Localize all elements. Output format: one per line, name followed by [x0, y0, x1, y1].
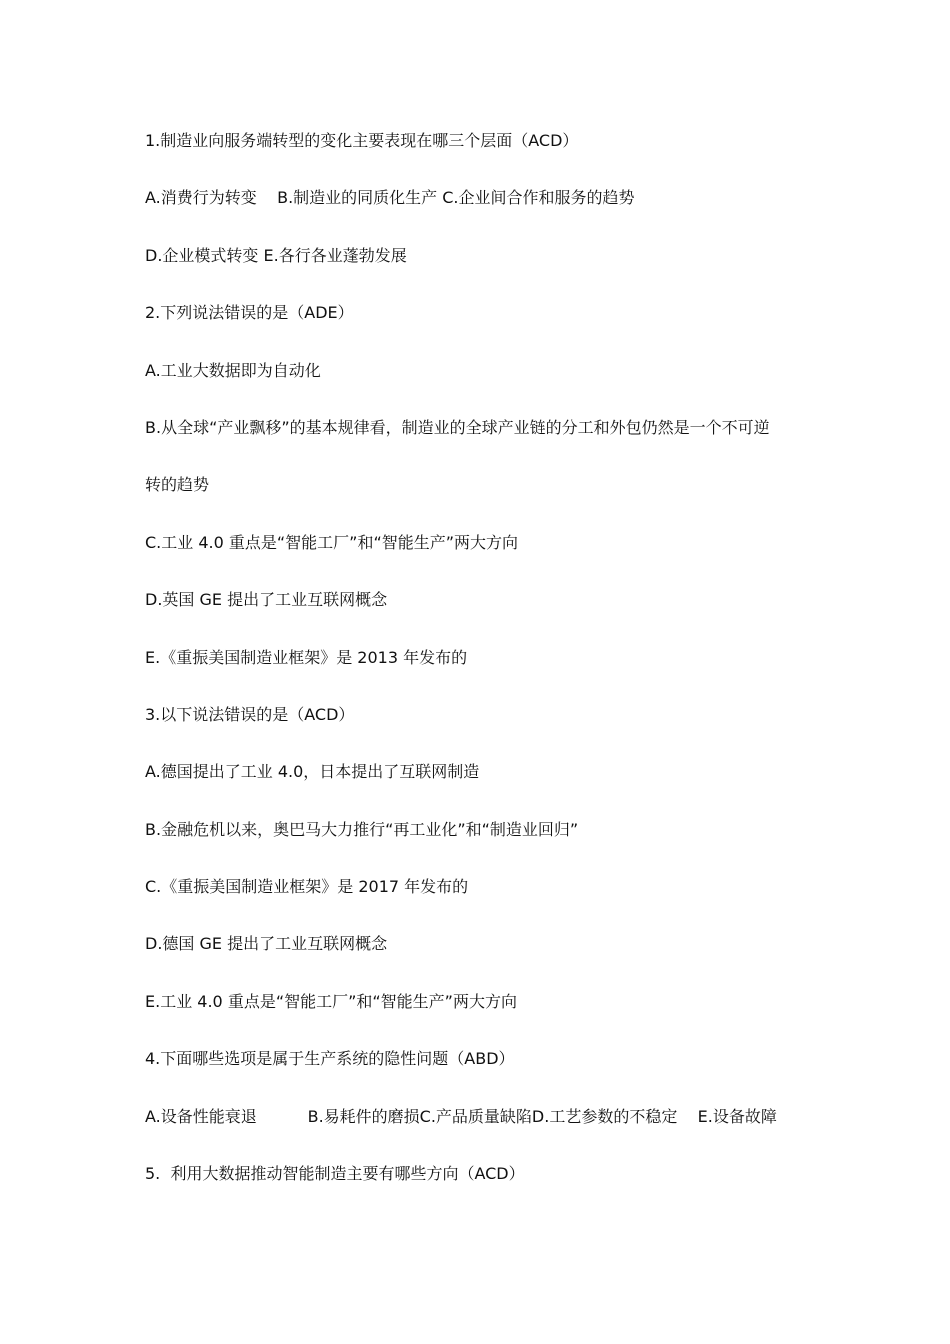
question-2-option-b-continued: 转的趋势 [145, 475, 210, 495]
question-2-option-a: A.工业大数据即为自动化 [145, 360, 321, 380]
question-3-option-d: D.德国 GE 提出了工业互联网概念 [145, 934, 388, 954]
question-2: 2.下列说法错误的是（ADE） [145, 303, 354, 323]
document-body [145, 126, 845, 1216]
question-2-option-d: D.英国 GE 提出了工业互联网概念 [145, 590, 388, 610]
question-3-option-e: E.工业 4.0 重点是“智能工厂”和“智能生产”两大方向 [145, 991, 517, 1011]
question-3-option-a: A.德国提出了工业 4.0，日本提出了互联网制造 [145, 762, 480, 782]
question-2-option-c: C.工业 4.0 重点是“智能工厂”和“智能生产”两大方向 [145, 532, 519, 552]
question-1-options-d-e: D.企业模式转变 E.各行各业蓬勃发展 [145, 245, 407, 265]
question-3-option-b: B.金融危机以来，奥巴马大力推行“再工业化”和“制造业回归” [145, 819, 579, 839]
question-3-option-c: C.《重振美国制造业框架》是 2017 年发布的 [145, 877, 469, 897]
question-1: 1.制造业向服务端转型的变化主要表现在哪三个层面（ACD） [145, 131, 579, 150]
question-1-options-a-c: A.消费行为转变 B.制造业的同质化生产 C.企业间合作和服务的趋势 [145, 188, 635, 208]
question-2-option-b: B.从全球“产业飘移”的基本规律看，制造业的全球产业链的分工和外包仍然是一个不可逆 [145, 417, 770, 437]
question-4-options: A.设备性能衰退 B.易耗件的磨损C.产品质量缺陷D.工艺参数的不稳定 E.设备故障 [145, 1106, 777, 1126]
question-3: 3.以下说法错误的是（ACD） [145, 704, 355, 724]
question-4: 4.下面哪些选项是属于生产系统的隐性问题（ABD） [145, 1049, 515, 1069]
question-5: 5. 利用大数据推动智能制造主要有哪些方向（ACD） [145, 1164, 525, 1184]
question-2-option-e: E.《重振美国制造业框架》是 2013 年发布的 [145, 647, 468, 667]
